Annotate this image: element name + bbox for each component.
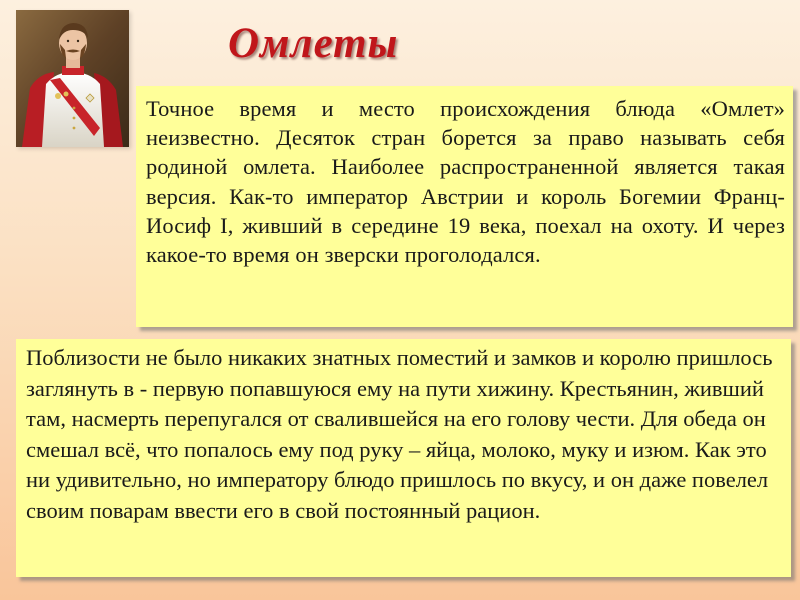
history-paragraph-1: Точное время и место происхождения блюда «Омлет» неизвестно. Десяток стран борется за право называть себя родиной омлета. Наиболее распространенной является такая версия. Как-то император Австрии и король Богемии Франц-Иосиф I, живший в середине 19 века, поехал на охоту. И через какое-то время он зверски проголодался.: [146, 96, 785, 268]
slide-title: Омлеты: [228, 20, 399, 67]
history-text-box-bottom: [16, 339, 791, 577]
emperor-portrait: [16, 10, 129, 147]
history-paragraph-2: Поблизости не было никаких знатных поместий и замков и королю пришлось заглянуть в - первую попавшуюся ему на пути хижину. Крестьянин, живший там, насмерть перепугался от свалившейся на его голову чести. Для обеда он смешал всё, что попалось ему под руку – яйца, молоко, муку и изюм. Как это ни удивительно, но императору блюдо пришлось по вкусу, и он даже повелел своим поварам ввести его в свой постоянный рацион.: [26, 345, 773, 523]
emperor-portrait-image: [16, 10, 129, 147]
history-text-box-top: [136, 86, 793, 327]
